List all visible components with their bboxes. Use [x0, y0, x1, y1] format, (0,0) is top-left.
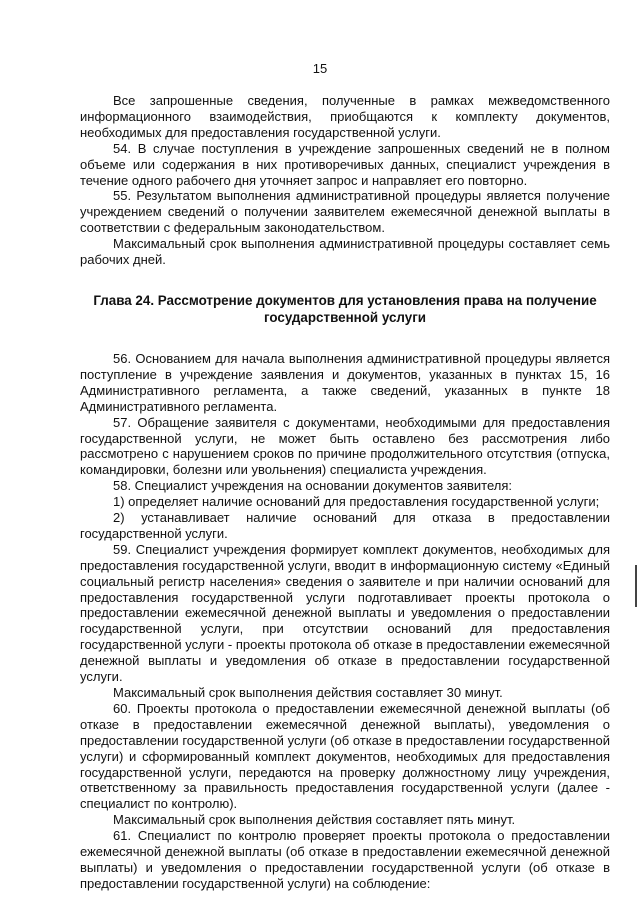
list-item-58-2: 2) устанавливает наличие оснований для отказа в предоставлении государственной услуги.: [80, 510, 610, 541]
paragraph-57: 57. Обращение заявителя с документами, необходимыми для предоставления государственной услуги, не может быть оставлено без рассмотрения либо рассмотрено с нарушением сроков по причине продолжительного отсутствия (отпуска, командировки, болезни или увольнения) специалиста учреждения.: [80, 414, 610, 478]
paragraph-intercommunication: Все запрошенные сведения, полученные в рамках межведомственного информационного взаимодействия, приобщаются к комплекту документов, необходимых для предоставления государственной услуги.: [80, 93, 610, 140]
chapter-title: Глава 24. Рассмотрение документов для установления права на получение государственной услуги: [93, 292, 597, 325]
page-number: 15: [312, 61, 328, 76]
paragraph-56: 56. Основанием для начала выполнения административной процедуры является поступление в учреждение заявления и документов, указанных в пунктах 15, 16 Административного регламента, а также сведений, указанных в пункте 18 Административного регламента.: [80, 350, 610, 414]
paragraph-max-term-30-min: Максимальный срок выполнения действия составляет 30 минут.: [113, 685, 503, 700]
paragraph-59: 59. Специалист учреждения формирует комплект документов, необходимых для предоставления государственной услуги, вводит в информационную систему «Единый социальный регистр населения» сведения о заявителе и при наличии оснований для предоставления государственной услуги подготавливает проекты протокола о предоставлении ежемесячной денежной выплаты и уведомления о предоставлении государственной услуги, при отсутствии оснований для предоставления государственной услуги - проекты протокола об отказе в предоставлении ежемесячной денежной выплаты и уведомления об отказе в предоставлении государственной услуги.: [80, 541, 610, 685]
paragraph-60: 60. Проекты протокола о предоставлении ежемесячной денежной выплаты (об отказе в предоставлении ежемесячной денежной выплаты), уведомления о предоставлении государственной услуги (об отказе в предоставлении государственной услуги) и сформированный комплект документов, необходимых для предоставления государственной услуги, передаются на проверку должностному лицу учреждения, ответственному за правильность предоставления государственной услуги (далее - специалист по контролю).: [80, 700, 610, 812]
paragraph-max-term-five-min: Максимальный срок выполнения действия составляет пять минут.: [113, 812, 516, 828]
list-item-58-1: 1) определяет наличие оснований для предоставления государственной услуги;: [113, 494, 600, 510]
paragraph-55: 55. Результатом выполнения административной процедуры является получение учреждением сведений о получении заявителем ежемесячной денежной выплаты в соответствии с федеральным законодательством.: [80, 188, 610, 236]
paragraph-58: 58. Специалист учреждения на основании документов заявителя:: [113, 478, 512, 494]
paragraph-max-term-seven-days: Максимальный срок выполнения административной процедуры составляет семь рабочих дней.: [80, 236, 610, 268]
scan-edge-mark: [635, 565, 637, 607]
document-body: [80, 93, 610, 892]
paragraph-61: 61. Специалист по контролю проверяет проекты протокола о предоставлении ежемесячной денежной выплаты (об отказе в предоставлении ежемесячной денежной выплаты) и уведомления о предоставлении государственной услуги (об отказе в предоставлении государственной услуги) на соблюдение:: [80, 828, 610, 891]
paragraph-54: 54. В случае поступления в учреждение запрошенных сведений не в полном объеме или содержания в них противоречивых данных, специалист учреждения в течение одного рабочего дня уточняет запрос и направляет его повторно.: [80, 140, 610, 188]
